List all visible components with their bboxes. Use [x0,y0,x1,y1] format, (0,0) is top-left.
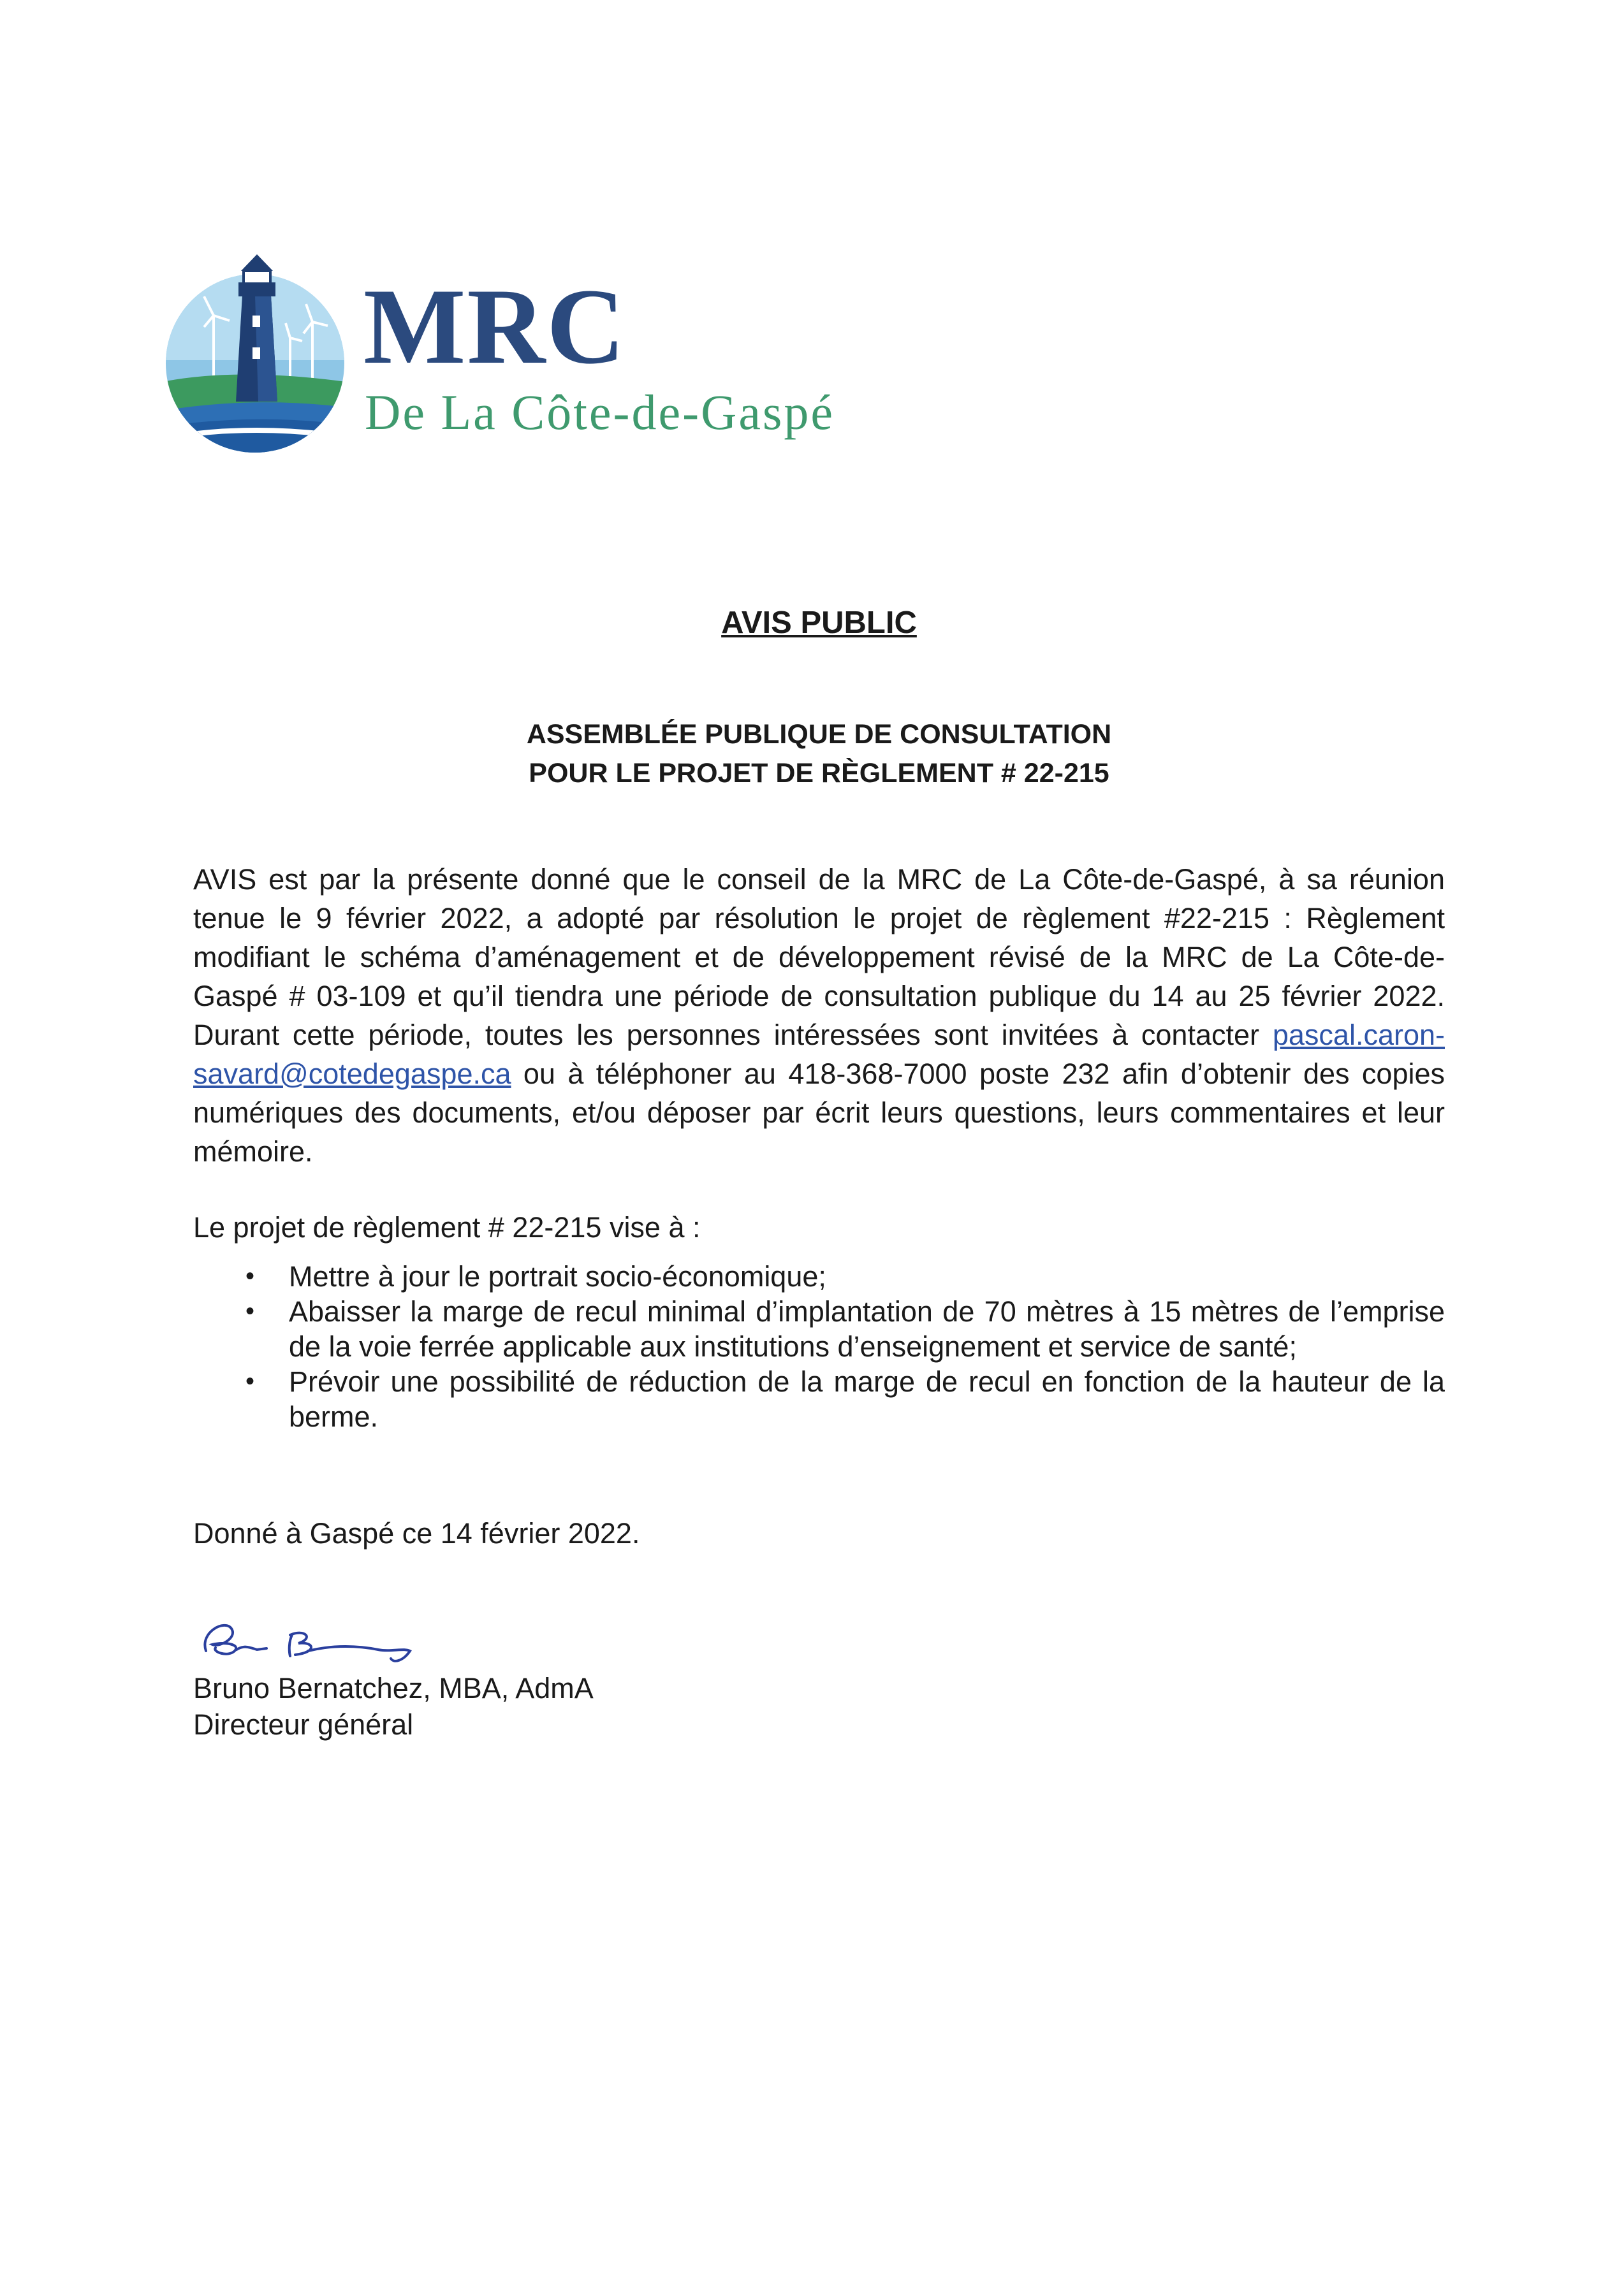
lighthouse-logo-icon [159,245,344,456]
notice-paragraph [193,860,1445,1171]
subtitle-line-1: ASSEMBLÉE PUBLIQUE DE CONSULTATION [526,719,1112,750]
bullet-icon: • [245,1367,255,1395]
list-item-text: Abaisser la marge de recul minimal d’implantation de 70 mètres à 15 mètres de l’emprise de la voie ferrée applicable aux institutions d’enseignement et service de santé; [289,1295,1445,1363]
bullet-icon: • [245,1262,255,1290]
subtitle-line-2: POUR LE PROJET DE RÈGLEMENT # 22-215 [529,758,1109,788]
signer-title: Directeur général [193,1708,414,1741]
closing-line: Donné à Gaspé ce 14 février 2022. [193,1517,640,1550]
list-intro: Le projet de règlement # 22-215 vise à : [193,1211,701,1244]
list-item [193,1259,1445,1294]
bullet-icon: • [245,1297,255,1325]
mrc-logo [159,245,893,462]
email-link[interactable]: pascal.caron-savard@cotedegaspe.ca [193,1019,1445,1090]
paragraph-text-after-link: ou à téléphoner au 418-368-7000 poste 232 afin d’obtenir des copies numériques des documents, et/ou déposer par écrit leurs questions, leurs commentaires et leur mémoire. [193,1057,1445,1168]
page-title: AVIS PUBLIC [721,606,917,640]
logo-mrc-text: MRC [363,266,626,386]
list-item-text: Prévoir une possibilité de réduction de la marge de recul en fonction de la hauteur de la berme. [289,1365,1445,1433]
handwritten-signature [187,1613,455,1670]
objectives-list [193,1259,1445,1434]
paragraph-text-before-link: AVIS est par la présente donné que le conseil de la MRC de La Côte-de-Gaspé, à sa réunion tenue le 9 février 2022, a adopté par résolution le projet de règlement #22-215 : Règlement modifiant le schéma d’aménagement et de développement révisé de la MRC de La Côte-de-Gaspé # 03-109 et qu’il tiendra une période de consultation publique du 14 au 25 février 2022. Durant cette période, toutes les personnes intéressées sont invitées à contacter [193,863,1445,1051]
list-item-text: Mettre à jour le portrait socio-économique; [289,1260,826,1293]
signer-name: Bruno Bernatchez, MBA, AdmA [193,1672,594,1704]
list-item [193,1364,1445,1434]
logo-subtitle: De La Côte-de-Gaspé [365,384,835,440]
list-item [193,1294,1445,1364]
